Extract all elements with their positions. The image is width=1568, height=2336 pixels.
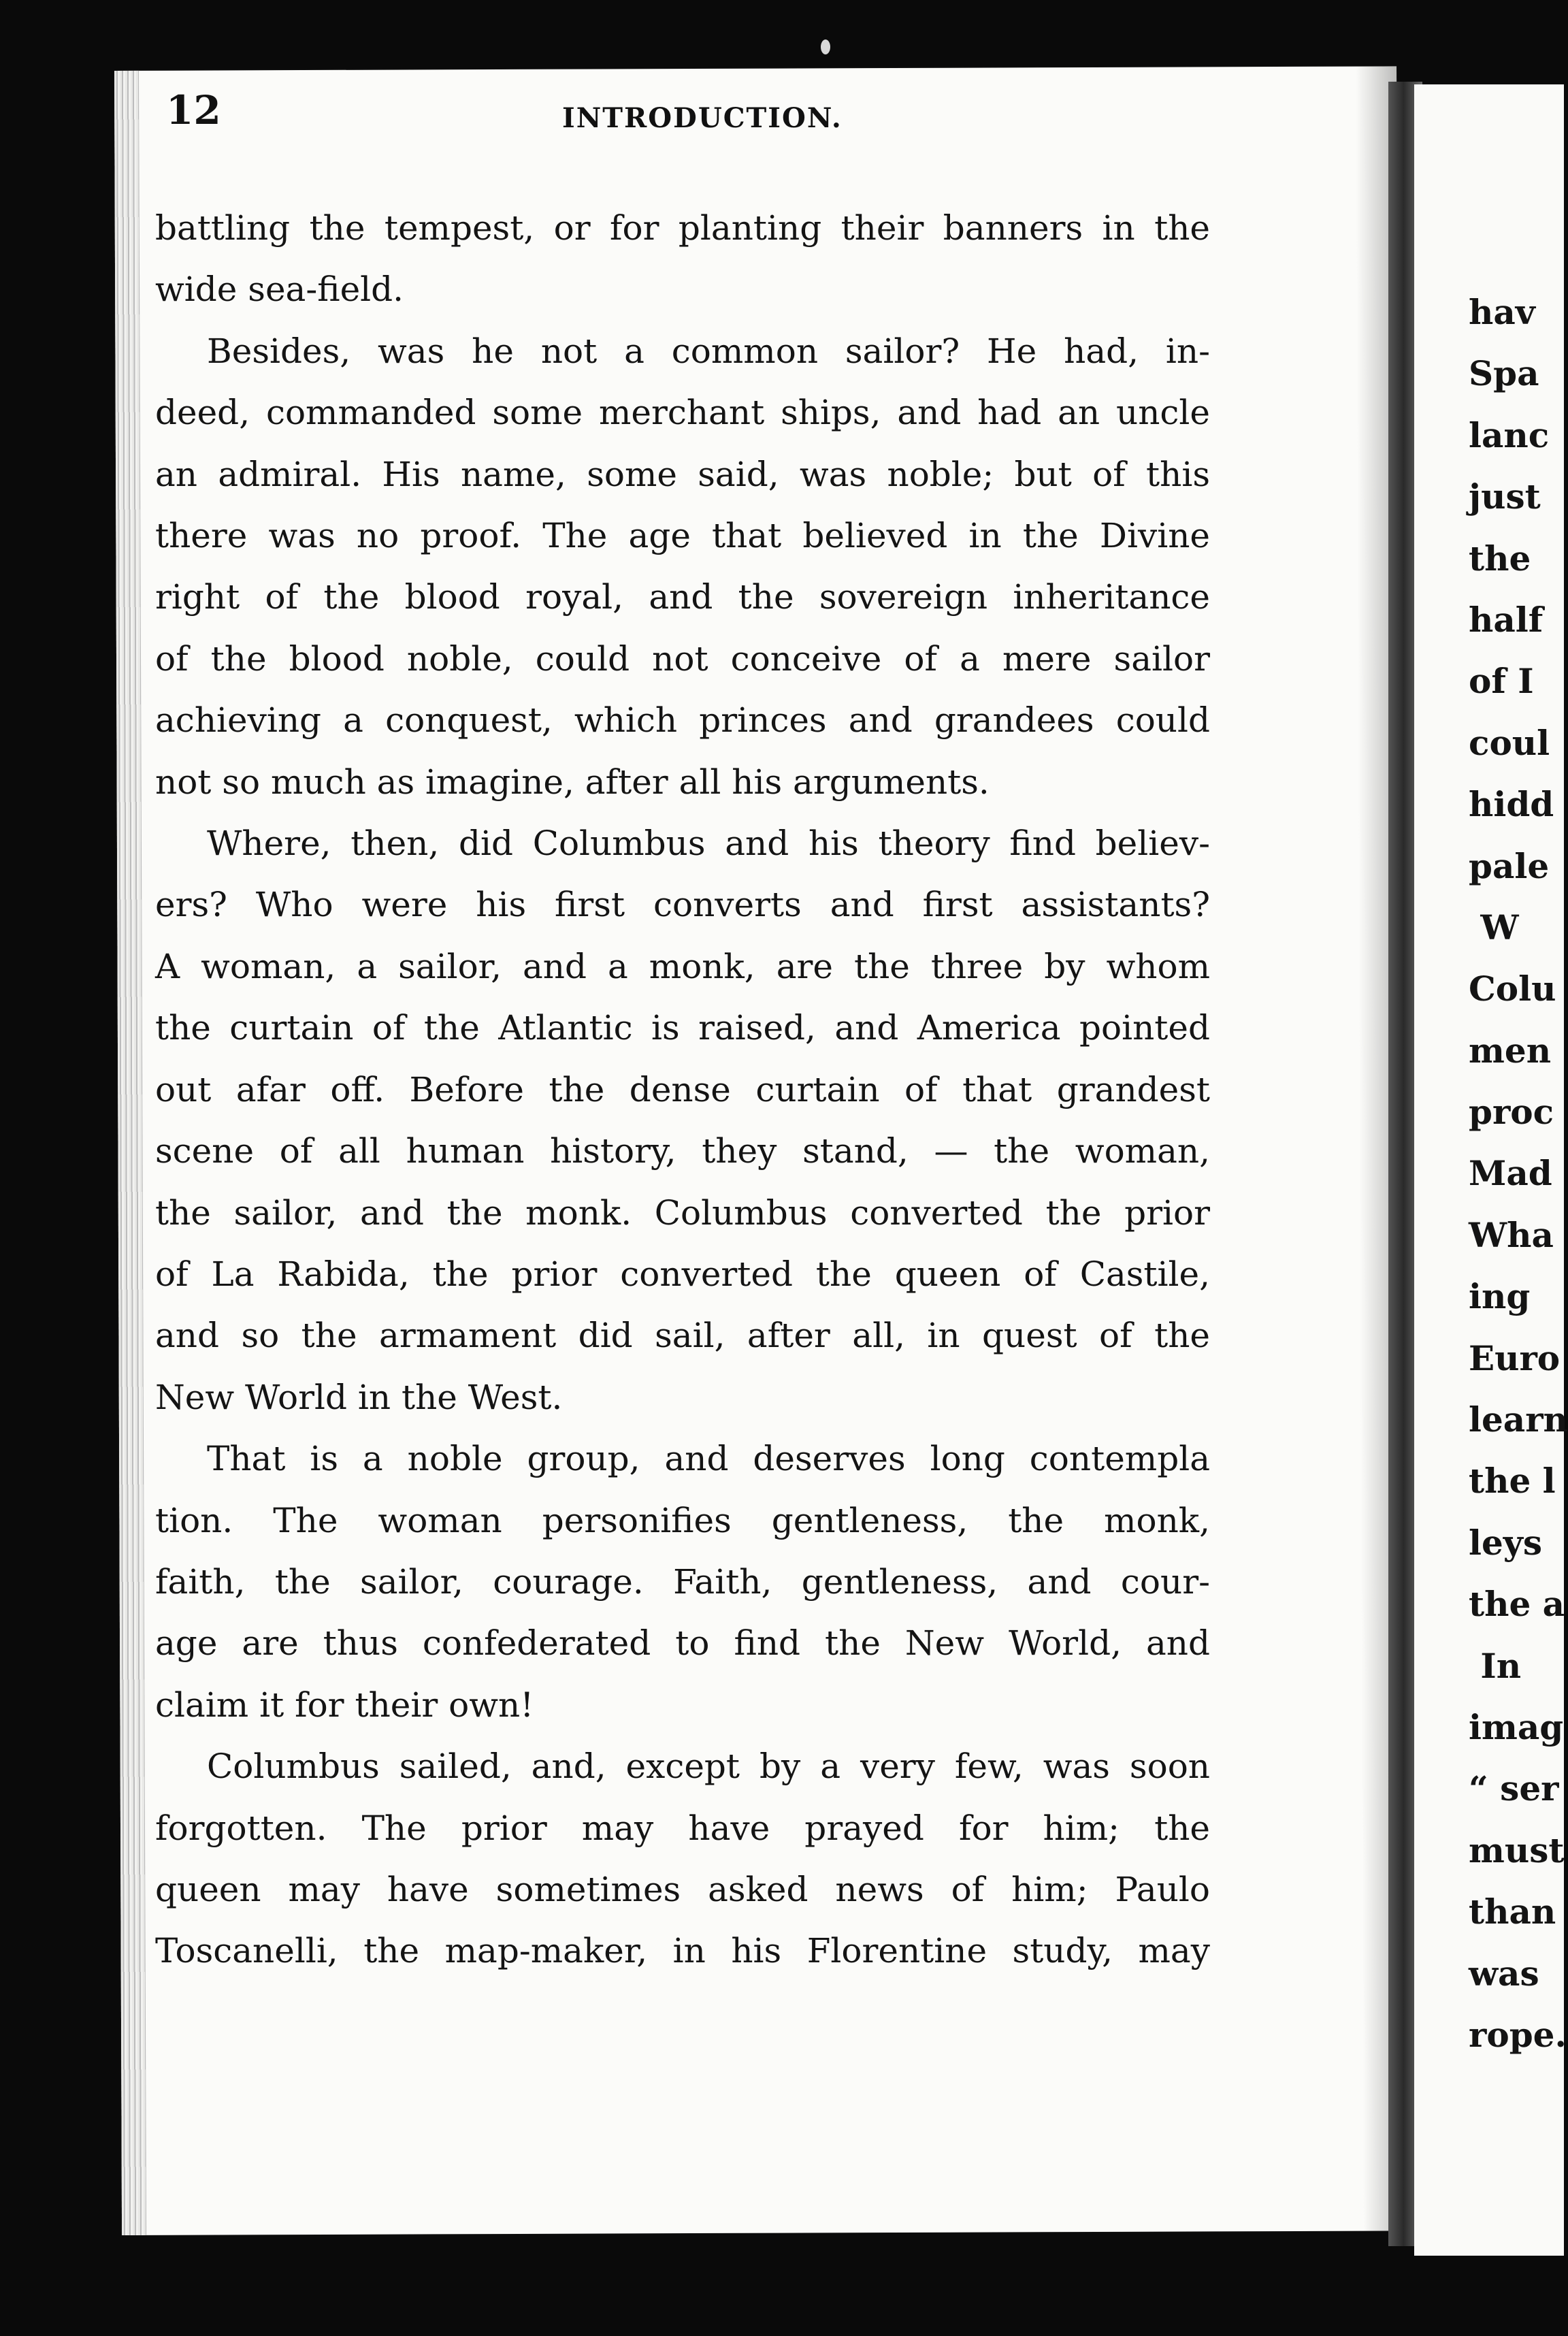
text-line: right of the blood royal, and the sovereign inheritance	[155, 577, 1210, 617]
running-head: INTRODUCTION.	[562, 102, 843, 134]
facing-page-line: Euro	[1469, 1337, 1561, 1378]
facing-page-text	[1469, 282, 1568, 2066]
facing-page-line: proc	[1469, 1092, 1554, 1133]
facing-page-line: the	[1469, 538, 1531, 579]
facing-page-line: learn	[1469, 1399, 1568, 1440]
facing-page-line: “ ser	[1469, 1768, 1559, 1809]
text-line: out afar off. Before the dense curtain of that grandest	[155, 1069, 1210, 1109]
page-edges	[114, 71, 146, 2235]
text-line: tion. The woman personifies gentleness, the monk,	[155, 1500, 1210, 1540]
text-line: forgotten. The prior may have prayed for him; the	[155, 1808, 1210, 1848]
facing-page-line: than	[1469, 1892, 1556, 1932]
page-number: 12	[166, 87, 221, 133]
facing-page-line: was	[1469, 1953, 1539, 1994]
text-line: That is a noble group, and deserves long contempla	[207, 1439, 1210, 1479]
facing-page-line: In	[1469, 1645, 1522, 1686]
text-line: wide sea-field.	[155, 270, 404, 310]
facing-page-line: pale	[1469, 845, 1550, 886]
text-line: A woman, a sailor, and a monk, are the three by whom	[155, 946, 1210, 986]
text-line: faith, the sailor, courage. Faith, gentleness, and cour-	[155, 1561, 1210, 1602]
facing-page-line: imag	[1469, 1706, 1564, 1747]
facing-page-line: Spa	[1469, 353, 1539, 394]
text-line: Besides, was he not a common sailor? He had, in-	[207, 331, 1210, 371]
text-line: Columbus sailed, and, except by a very few, was soon	[207, 1747, 1210, 1787]
facing-page-line: of I	[1469, 661, 1534, 702]
facing-page	[1414, 84, 1568, 2256]
text-line: not so much as imagine, after all his arguments.	[155, 762, 990, 802]
scan-speck	[821, 39, 830, 54]
text-line: of the blood noble, could not conceive of a mere sailor	[155, 638, 1210, 679]
text-line: an admiral. His name, some said, was noble; but of this	[155, 454, 1210, 494]
text-line: the curtain of the Atlantic is raised, and America pointed	[155, 1008, 1210, 1048]
facing-page-line: the a	[1469, 1584, 1565, 1625]
text-line: the sailor, and the monk. Columbus converted the prior	[155, 1193, 1210, 1233]
facing-page-line: lanc	[1469, 415, 1550, 455]
facing-page-line: the l	[1469, 1461, 1556, 1502]
text-line: and so the armament did sail, after all, in quest of the	[155, 1316, 1210, 1356]
facing-page-line: Mad	[1469, 1153, 1552, 1194]
body-text	[155, 197, 1210, 1982]
facing-page-line: hav	[1469, 292, 1535, 332]
text-line: New World in the West.	[155, 1377, 563, 1417]
facing-page-line: men	[1469, 1030, 1552, 1071]
facing-page-line: hidd	[1469, 784, 1554, 825]
text-line: battling the tempest, or for planting their banners in the	[155, 208, 1210, 248]
facing-page-line: just	[1469, 476, 1541, 517]
text-line: claim it for their own!	[155, 1685, 534, 1725]
facing-page-line: ing	[1469, 1276, 1531, 1317]
text-line: of La Rabida, the prior converted the queen of Castile,	[155, 1254, 1210, 1294]
facing-page-line: must	[1469, 1830, 1565, 1870]
facing-page-line: Colu	[1469, 969, 1556, 1009]
text-line: age are thus confederated to find the New World, and	[155, 1623, 1210, 1664]
text-line: Toscanelli, the map-maker, in his Florentine study, may	[155, 1931, 1210, 1971]
text-line: there was no proof. The age that believed in the Divine	[155, 516, 1210, 556]
facing-page-line: leys	[1469, 1522, 1543, 1563]
text-line: scene of all human history, they stand, — the woman,	[155, 1131, 1210, 1171]
text-line: deed, commanded some merchant ships, and had an uncle	[155, 393, 1210, 433]
facing-page-line: Wha	[1469, 1214, 1554, 1255]
text-line: achieving a conquest, which princes and grandees could	[155, 700, 1210, 741]
text-line: queen may have sometimes asked news of him; Paulo	[155, 1869, 1210, 1909]
text-line: Where, then, did Columbus and his theory find believ-	[207, 824, 1210, 864]
facing-page-line: W	[1469, 907, 1519, 947]
facing-page-line: half	[1469, 599, 1544, 640]
text-line: ers? Who were his first converts and first assistants?	[155, 885, 1210, 925]
facing-page-line: rope.	[1469, 2014, 1567, 2055]
facing-page-line: coul	[1469, 722, 1550, 763]
